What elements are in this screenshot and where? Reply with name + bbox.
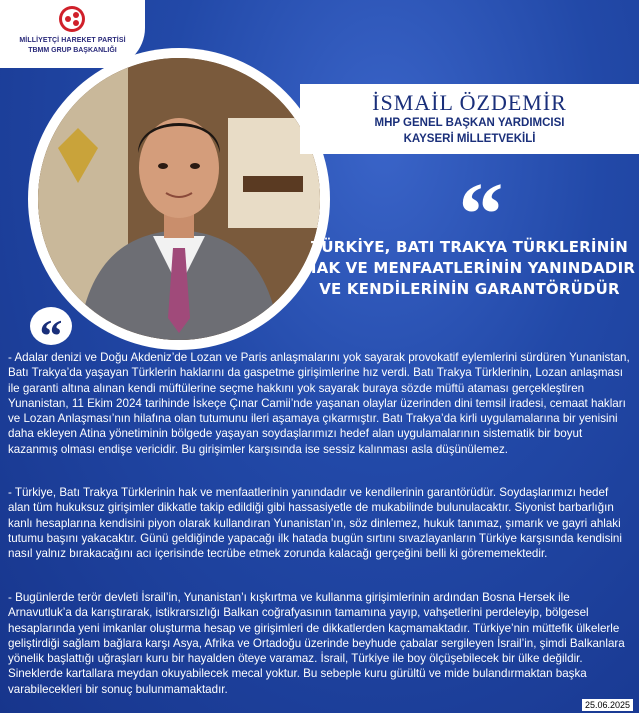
- statement-paragraph-3: - Bugünlerde terör devleti İsrail’in, Yunanistan’ı kışkırtma ve kullanma girişimlerinin ardından Bosna Hersek ile Arnavutluk’a da karıştırarak, istikrarsızlığı Balkan coğrafyasının tamamına yayıp, vahşetlerini perdeleyip, bölgesel hesaplarında yeni imkanlar oluşturma hesap ve girişimleri de dikkatlerden kaçmamaktadır. Türkiye’nin müttefik ülkelerle geliştirdiği sağlam bağlara karşı Asya, Afrika ve Ortadoğu üzerinde beyhude çabalar sergileyen İsrail’in, şimdi Balkanlara yönelik başlattığı uğraşları kuru bir hayalden öteye varamaz. İsrail, Türkiye ile boy ölçüşebilecek bir ülke değildir. Sineklerde kartallara meydan okuyabilecek mecal yoktur. Bu sebeple kuru gürültü ve mide bulandırmaktan başka varabilecekleri bir sonuç bulunmamaktadır.: [8, 591, 625, 696]
- statement-paragraph-2: - Türkiye, Batı Trakya Türklerinin hak ve menfaatlerinin yanındadır ve kendilerinin garantörüdür. Soydaşlarımızı hedef alan tüm hukuksuz girişimler dikkatle takip edildiği gibi hassasiyetle de mukabilinde bulunulacaktır. Siyonist barbarlığın kanlı hesaplarına kendisini piyon olarak kullandıran Yunanistan’ın, söz dinlemez, hukuk tanımaz, şımarık ve gayri ahlaki tutumu başını yakacaktır. Günü geldiğinde yapacağı ilk hatada bugün sırtını sıvazlayanların Türkiye karşısında kendisini nasıl yalnız bırakacağını acı içerisinde tecrübe etmek zorunda kalacağı gerçeğini belli ki görememektedir.: [8, 486, 622, 561]
- crescent-stars-logo-icon: [58, 5, 86, 33]
- quote-mark-icon: “: [458, 165, 504, 264]
- party-subtitle: TBMM GRUP BAŞKANLIĞI: [28, 47, 117, 54]
- person-constituency: KAYSERİ MİLLETVEKİLİ: [403, 133, 536, 145]
- person-role: MHP GENEL BAŞKAN YARDIMCISI: [374, 117, 565, 129]
- statement-paragraph-1: - Adalar denizi ve Doğu Akdeniz’de Lozan ve Paris anlaşmalarını yok sayarak provokatif eylemlerini sürdüren Yunanistan, Batı Trakya’da yaşayan Türklerin haklarını da gaspetme girişimlerine hız verdi. Batı Trakya Türklerinin, Lozan anlaşması ile garanti altına alınan kendi müftülerine seçme hakkını yok sayarak buraya sözde müftü ataması gerçekleştiren Yunanistan, 11 Ekim 2024 tarihinde İskeçe Çınar Camii’nde yaşanan olaylar üzerinden dini temsil iradesi, cemaat hakları ve Lozan Anlaşması’nın hilafına olan tutumunu ileri aşamaya çıkarmıştır. Batı Trakya’da kirli uygulamalarına bir yenisini daha ekleyen Atina yönetiminin bölgede yaşayan soydaşlarımızı hedef alan uygulamalarının sistematik bir boyut kazanmış olması endişe vericidir. Bu girişimler karşısında ise sessiz kalınması asla düşünülemez.: [8, 351, 630, 456]
- person-portrait-illustration: [38, 58, 320, 340]
- small-quote-mark-icon: “: [30, 307, 72, 345]
- name-card: [300, 84, 639, 154]
- party-name: MİLLİYETÇİ HAREKET PARTİSİ: [19, 37, 126, 44]
- headline-quote: TÜRKİYE, BATI TRAKYA TÜRKLERİNİN HAK VE MENFAATLERİNİN YANINDADIR VE KENDİLERİNİN GARANTÖRÜDÜR: [303, 238, 636, 298]
- portrait-photo: [38, 58, 320, 340]
- person-name: İSMAİL ÖZDEMİR: [372, 90, 567, 115]
- date-stamp: 25.06.2025: [582, 699, 633, 711]
